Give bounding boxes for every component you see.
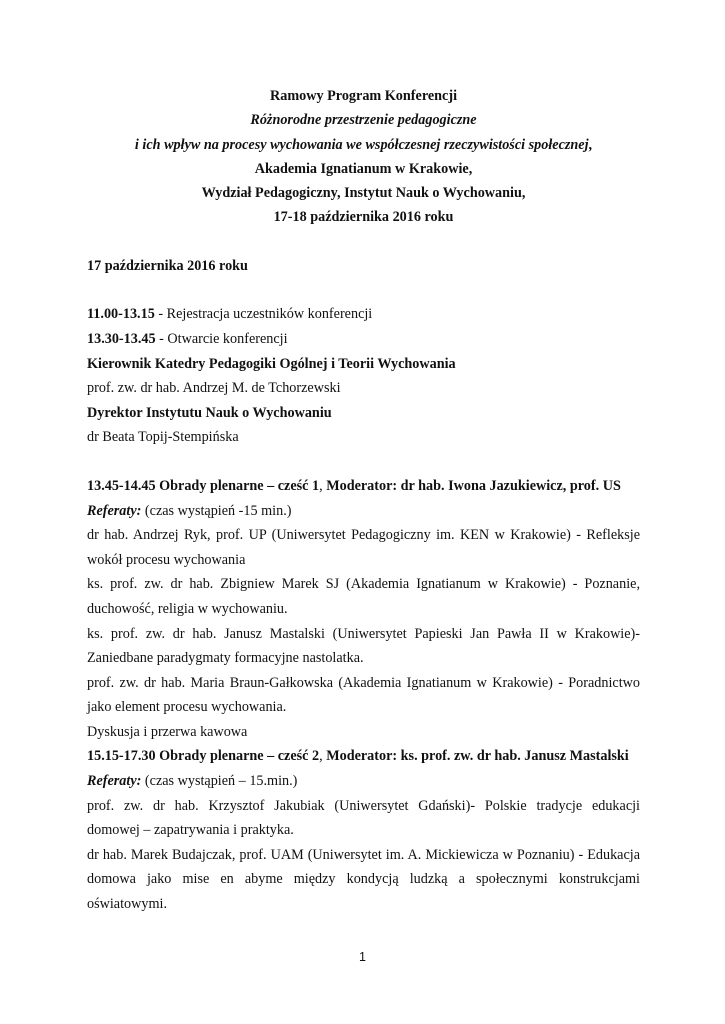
page-number: 1 — [359, 950, 366, 964]
discussion-break: Dyskusja i przerwa kawowa — [87, 723, 248, 740]
subtitle-2-comma: , — [588, 136, 593, 153]
opening-line — [87, 327, 640, 352]
session-1-talk: prof. zw. dr hab. Maria Braun-Gałkowska (Akademia Ignatianum w Krakowie) - Poradnictwo jako element procesu wychowania. — [87, 674, 640, 716]
session-1-talk: dr hab. Andrzej Ryk, prof. UP (Uniwersytet Pedagogiczny im. KEN w Krakowie) - Refleksje wokół procesu wychowania — [87, 527, 640, 568]
document-page — [87, 84, 640, 917]
opening-time: 13.30-13.45 — [87, 330, 156, 347]
opening-text: - Otwarcie konferencji — [155, 330, 288, 347]
subtitle-2-text: i ich wpływ na procesy wychowania we współczesnej rzeczywistości społecznej — [134, 136, 589, 153]
document-title: Ramowy Program Konferencji — [269, 88, 458, 104]
conference-dates: 17-18 października 2016 roku — [273, 209, 454, 226]
speaker-2-name: dr Beata Topij-Stempińska — [87, 429, 239, 446]
speaker-2-role: Dyrektor Instytutu Nauk o Wychowaniu — [87, 404, 332, 421]
institution-name: Akademia Ignatianum w Krakowie, — [254, 160, 473, 177]
session-2-talk: prof. zw. dr hab. Krzysztof Jakubiak (Uniwersytet Gdański)- Polskie tradycje edukacji domowej – zapatrywania i praktyka. — [87, 797, 640, 839]
faculty-name: Wydział Pedagogiczny, Instytut Nauk o Wychowaniu, — [201, 185, 526, 202]
day-heading: 17 października 2016 roku — [87, 257, 248, 274]
registration-time: 11.00-13.15 — [87, 306, 155, 323]
speaker-1-role: Kierownik Katedry Pedagogiki Ogólnej i Teorii Wychowania — [87, 355, 456, 372]
conference-subtitle-1: Różnorodne przestrzenie pedagogiczne — [250, 112, 477, 129]
registration-text: - Rejestracja uczestników konferencji — [154, 306, 373, 323]
session-1-talk: ks. prof. zw. dr hab. Janusz Mastalski (Uniwersytet Papieski Jan Pawła II w Krakowie)- Zaniedbane paradygmaty formacyjne nastolatka. — [87, 625, 640, 667]
session-1-heading: 13.45-14.45 Obrady plenarne – cześć 1, Moderator: dr hab. Iwona Jazukiewicz, prof. US — [87, 477, 621, 494]
conference-subtitle-2 — [87, 133, 640, 157]
session-2-talk: dr hab. Marek Budajczak, prof. UAM (Uniwersytet im. A. Mickiewicza w Poznaniu) - Edukacja domowa jako mise en abyme między kondycją ludzką a społecznymi konstrukcjami oświatowymi. — [87, 846, 640, 913]
session-2-referaty: Referaty: (czas wystąpień – 15.min.) — [87, 773, 298, 790]
registration-line — [87, 302, 640, 327]
session-2-heading: 15.15-17.30 Obrady plenarne – cześć 2, Moderator: ks. prof. zw. dr hab. Janusz Mastalski — [87, 748, 629, 765]
session-1-referaty: Referaty: (czas wystąpień -15 min.) — [87, 502, 292, 519]
speaker-1-name: prof. zw. dr hab. Andrzej M. de Tchorzewski — [87, 380, 341, 397]
session-1-talk: ks. prof. zw. dr hab. Zbigniew Marek SJ (Akademia Ignatianum w Krakowie) - Poznanie, duchowość, religia w wychowaniu. — [87, 576, 640, 617]
